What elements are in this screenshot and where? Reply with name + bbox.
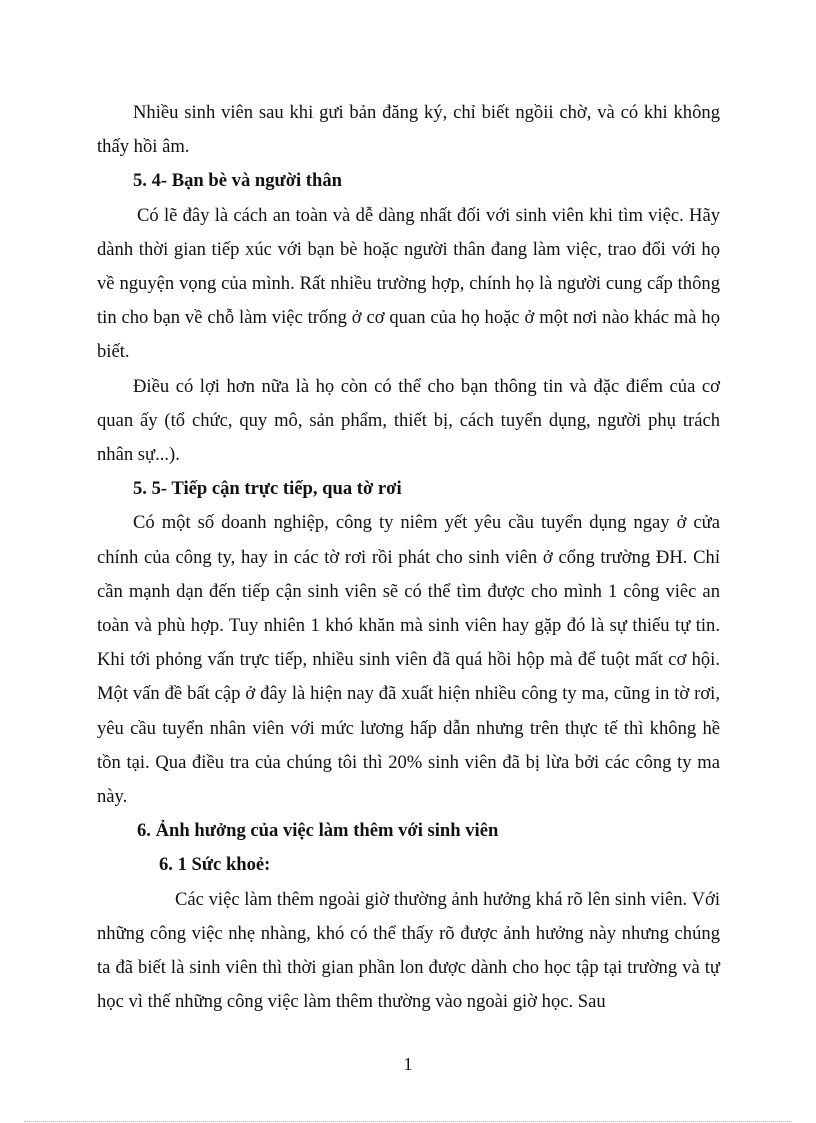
heading-health: 6. 1 Sức khoẻ: — [159, 854, 271, 876]
page-bottom-divider — [24, 1121, 792, 1122]
paragraph-company-info: Điều có lợi hơn nữa là họ còn có thể cho bạn thông tin và đặc điểm của cơ quan ấy (tổ chức, quy mô, sản phẩm, thiết bị, cách tuyển dụng, người phụ trách nhân sự...). — [97, 375, 720, 466]
page-number: 1 — [403, 1054, 413, 1074]
heading-friends-relatives: 5. 4- Bạn bè và người thân — [133, 170, 342, 192]
document-body — [97, 96, 720, 1019]
paragraph-direct-approach: Có một số doanh nghiệp, công ty niêm yết yêu cầu tuyển dụng ngay ở cửa chính của công ty, hay in các tờ rơi rồi phát cho sinh viên ở cổng trường ĐH. Chỉ cần mạnh dạn đến tiếp cận sinh viên sẽ có thể tìm được cho mình 1 công viêc an toàn và phù hợp. Tuy nhiên 1 khó khăn mà sinh viên hay gặp đó là sự thiếu tự tin. Khi tới phỏng vấn trực tiếp, nhiều sinh viên đã quá hồi hộp mà để tuột mất cơ hội. Một vấn đề bất cập ở đây là hiện nay đã xuất hiện nhiều công ty ma, cũng in tờ rơi, yêu cầu tuyển nhân viên với mức lương hấp dẫn nhưng trên thực tế thì không hề tồn tại. Qua điều tra của chúng tôi thì 20% sinh viên đã bị lừa bởi các công ty ma này. — [97, 512, 720, 808]
heading-direct-approach: 5. 5- Tiếp cận trực tiếp, qua tờ rơi — [133, 478, 402, 500]
paragraph-health: Các việc làm thêm ngoài giờ thường ảnh hưởng khá rõ lên sinh viên. Với những công việc nhẹ nhàng, khó có thể thấy rõ được ảnh hưởng này nhưng chúng ta đã biết là sinh viên thì thời gian phần lon được dành cho học tập tại trường và tự học vì thế những công việc làm thêm thường vào ngoài giờ học. Sau — [97, 888, 720, 1013]
paragraph-friends-relatives: Có lẽ đây là cách an toàn và dễ dàng nhất đối với sinh viên khi tìm việc. Hãy dành thời gian tiếp xúc với bạn bè hoặc người thân đang làm việc, trao đổi với họ về nguyện vọng của mình. Rất nhiều trường hợp, chính họ là người cung cấp thông tin cho bạn về chỗ làm việc trống ở cơ quan của họ hoặc ở một nơi nào khác mà họ biết. — [97, 204, 720, 363]
heading-part-time-effects: 6. Ảnh hưởng của việc làm thêm với sinh viên — [137, 820, 499, 842]
paragraph-waiting-response: Nhiều sinh viên sau khi gưi bản đăng ký, chỉ biết ngồii chờ, và có khi không thấy hồi âm. — [97, 102, 720, 158]
